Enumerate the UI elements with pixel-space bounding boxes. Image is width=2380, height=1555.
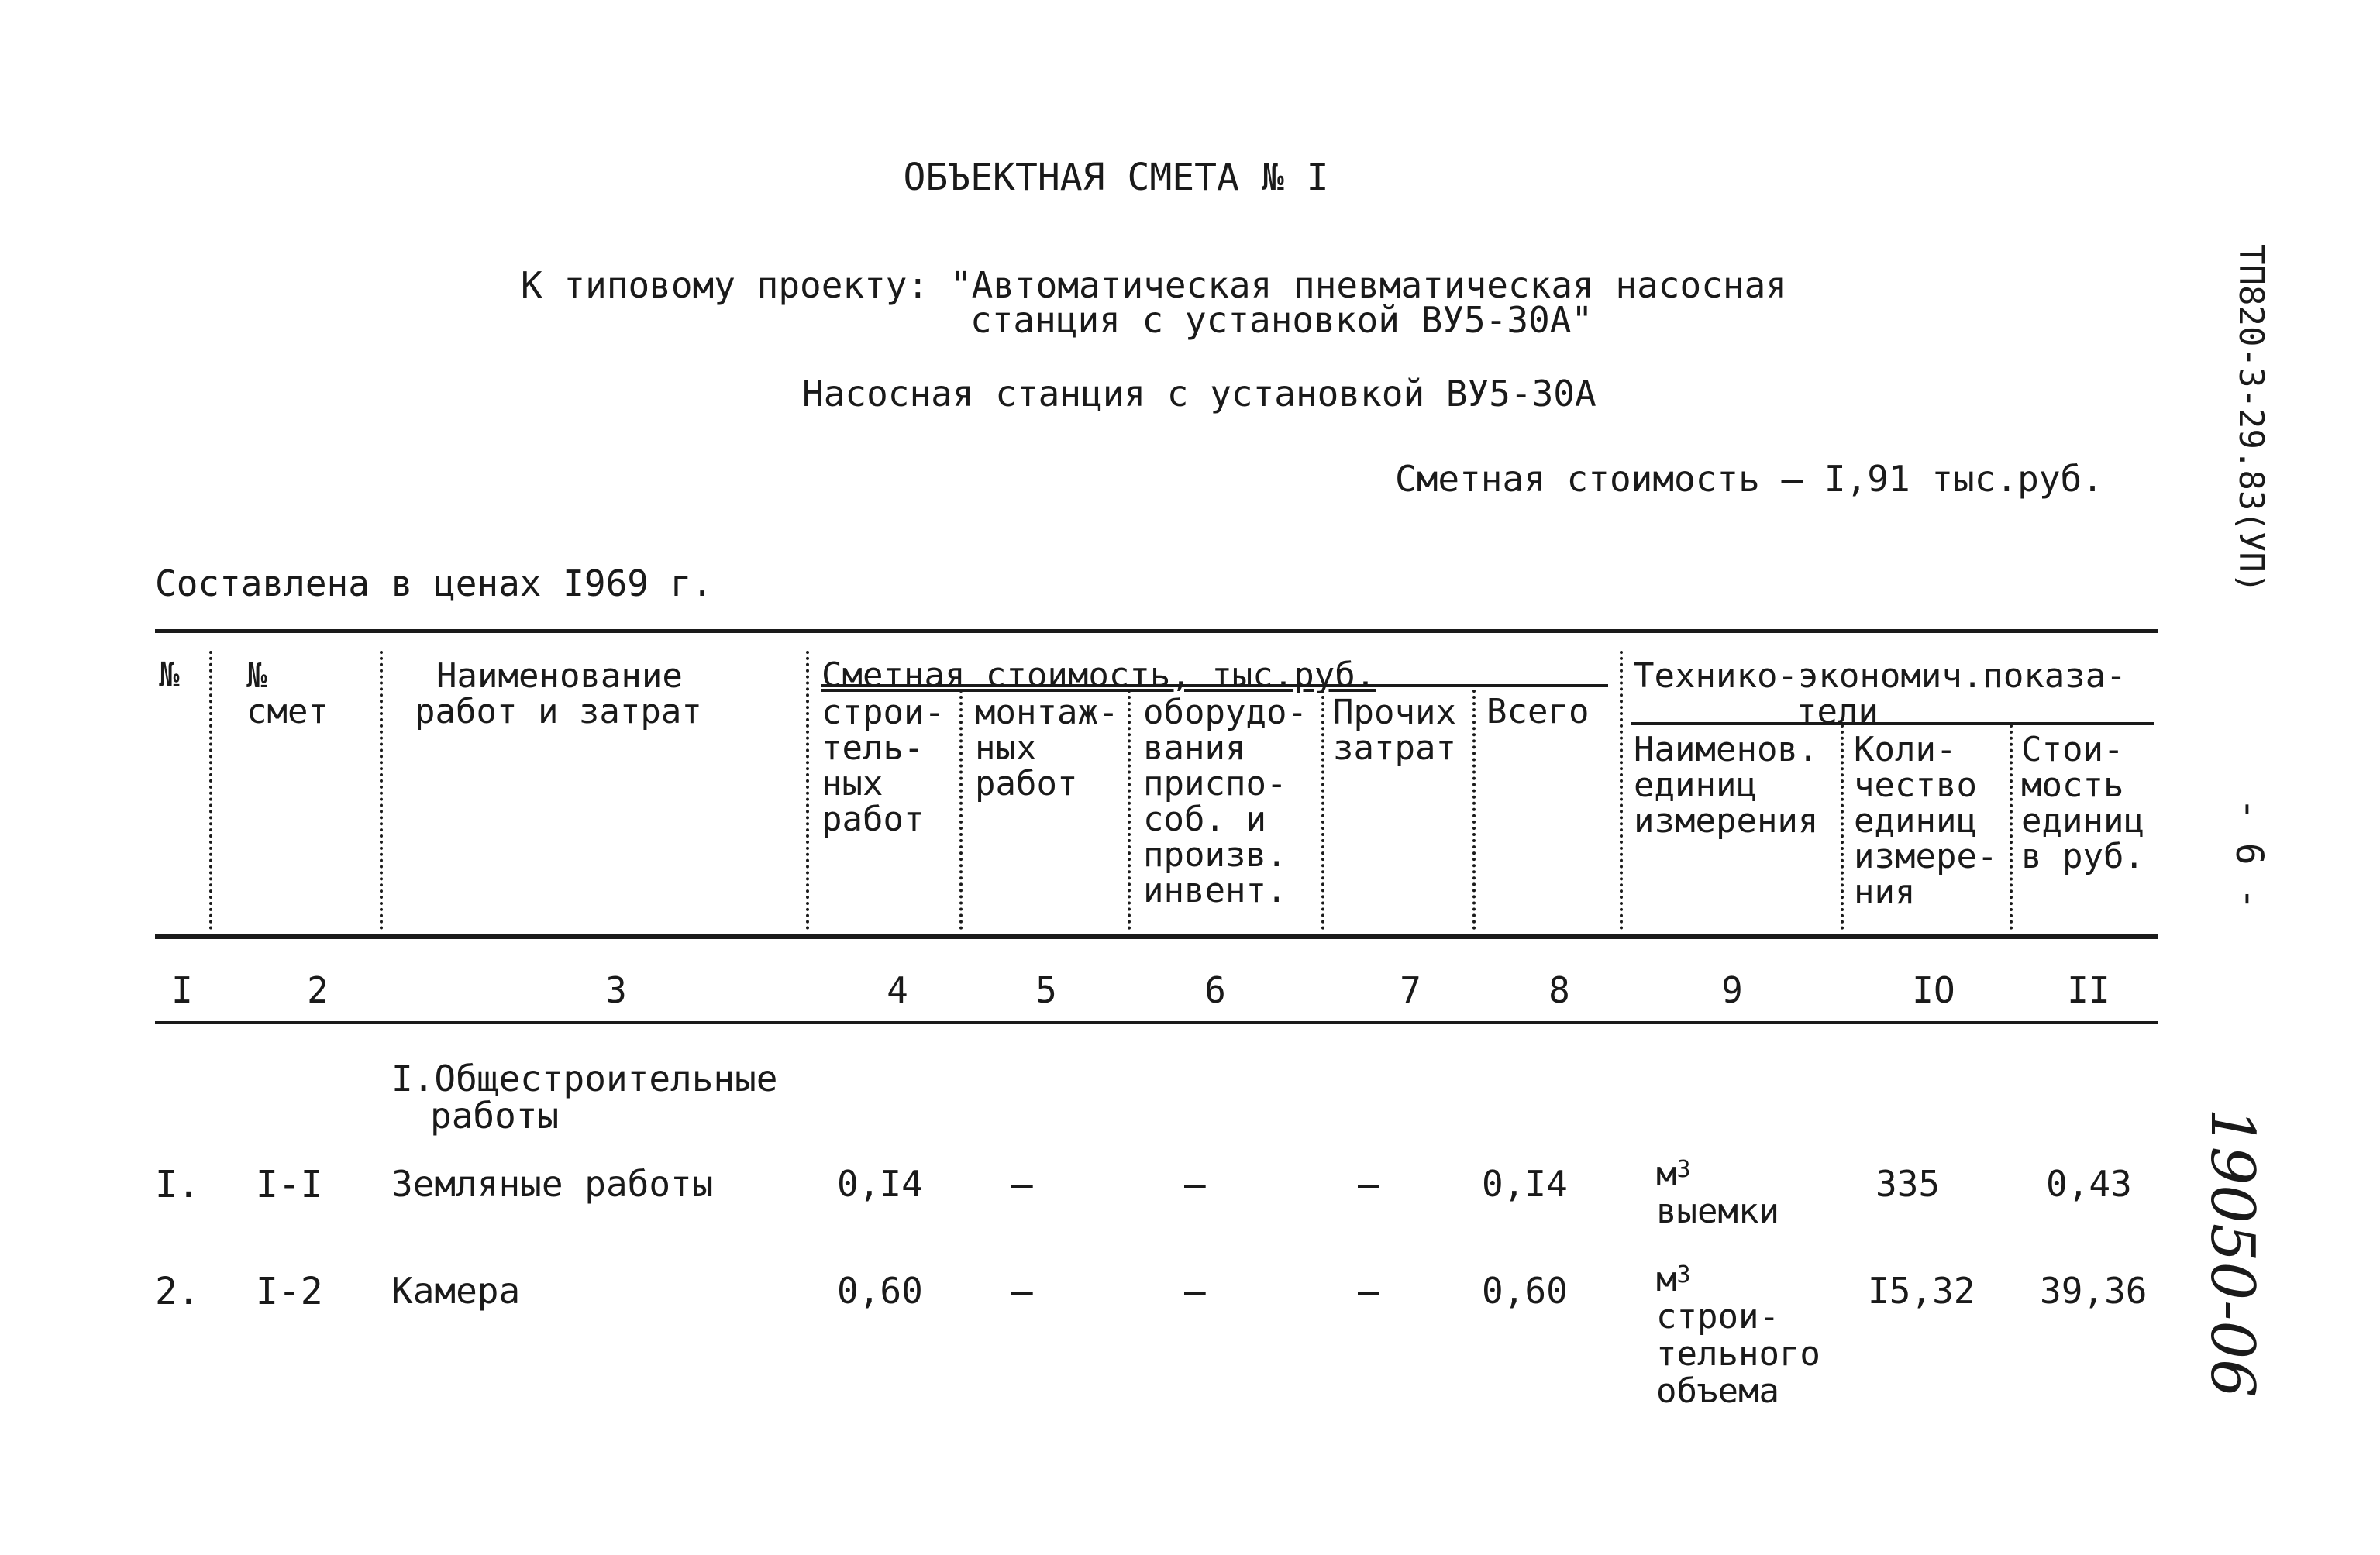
row-estimate-number: I-I — [256, 1163, 323, 1206]
column-number-2: 2 — [307, 969, 329, 1011]
column-number-5: 5 — [1035, 969, 1057, 1011]
header-cost-group: Сметная стоимость, тыс.руб. — [821, 655, 1376, 695]
row-unit-cost: 39,36 — [2040, 1270, 2148, 1312]
row-installation-cost: – — [1011, 1270, 1033, 1312]
row-number: I. — [155, 1163, 200, 1206]
row-construction-cost: 0,I4 — [837, 1163, 923, 1205]
col-separator — [1128, 690, 1131, 930]
table-top-rule — [155, 629, 2158, 633]
col-separator — [1620, 651, 1623, 930]
header-col6: оборудо- вания приспо- соб. и произв. инвент. — [1143, 693, 1307, 910]
row-work-name: Камера — [391, 1270, 521, 1312]
row-unit-cost: 0,43 — [2046, 1163, 2132, 1205]
row-total-cost: 0,60 — [1482, 1270, 1568, 1312]
object-name: Насосная станция с установкой ВУ5-30А — [802, 373, 1596, 415]
row-installation-cost: – — [1011, 1163, 1033, 1205]
column-number-8: 8 — [1548, 969, 1570, 1011]
col-separator — [806, 651, 809, 930]
column-number-3: 3 — [605, 969, 627, 1011]
col-separator — [959, 690, 963, 930]
row-number: 2. — [155, 1270, 200, 1313]
side-document-code: ТП820-3-29.83(УП) — [2231, 244, 2271, 593]
header-col2: № смет — [246, 656, 329, 731]
col-separator — [380, 651, 383, 930]
page-number: - 6 - — [2227, 798, 2271, 910]
document-title: ОБЪЕКТНАЯ СМЕТА № I — [903, 156, 1329, 199]
row-unit: $м^3$ выемки — [1656, 1154, 1779, 1231]
header-col11: Стои- мость единиц в руб. — [2021, 730, 2144, 876]
project-line-2: станция с установкой ВУ5-30А" — [970, 299, 1593, 341]
header-col3: Наименование работ и затрат — [415, 656, 702, 731]
row-quantity: 335 — [1875, 1163, 1941, 1205]
row-equipment-cost: – — [1184, 1163, 1206, 1205]
column-number-10: IO — [1912, 969, 1955, 1011]
row-equipment-cost: – — [1184, 1270, 1206, 1312]
column-number-9: 9 — [1721, 969, 1743, 1011]
column-number-7: 7 — [1400, 969, 1421, 1011]
estimated-cost: Сметная стоимость – I,91 тыс.руб. — [1395, 458, 2103, 500]
header-tech-group: Технико-экономич.показа- тели — [1634, 656, 2127, 731]
header-col4: строи- тель- ных работ — [821, 693, 945, 839]
row-total-cost: 0,I4 — [1482, 1163, 1568, 1205]
row-quantity: I5,32 — [1868, 1270, 1975, 1312]
section-heading: I.Общестроительные работы — [391, 1058, 778, 1137]
numbering-bottom-rule — [155, 1021, 2158, 1024]
project-line-1: К типовому проекту: "Автоматическая пневматическая насосная — [521, 264, 1787, 306]
row-other-cost: – — [1358, 1270, 1379, 1312]
col-separator — [1841, 724, 1844, 930]
header-col9: Наименов. единиц измерения — [1634, 730, 1819, 841]
col-separator — [1321, 690, 1324, 930]
column-number-4: 4 — [887, 969, 908, 1011]
row-work-name: Земляные работы — [391, 1163, 714, 1205]
header-col1-number: № — [159, 655, 180, 695]
col-separator — [2010, 724, 2013, 930]
price-basis: Составлена в ценах I969 г. — [155, 562, 714, 604]
header-col8-total: Всего — [1486, 692, 1590, 731]
col-separator — [1472, 690, 1476, 930]
header-col5: монтаж- ных работ — [975, 693, 1119, 803]
row-unit: $м^3$ строи- тельного объема — [1656, 1260, 1820, 1411]
header-bottom-rule — [155, 934, 2158, 939]
header-col10: Коли- чество единиц измере- ния — [1854, 730, 1998, 912]
handwritten-number: 19050-06 — [2197, 1108, 2267, 1398]
column-number-6: 6 — [1204, 969, 1226, 1011]
row-other-cost: – — [1358, 1163, 1379, 1205]
column-number-1: I — [171, 969, 193, 1011]
column-number-11: II — [2067, 969, 2110, 1011]
col-separator — [209, 651, 212, 930]
row-construction-cost: 0,60 — [837, 1270, 923, 1312]
row-estimate-number: I-2 — [256, 1270, 323, 1313]
header-col7: Прочих затрат — [1333, 693, 1456, 768]
